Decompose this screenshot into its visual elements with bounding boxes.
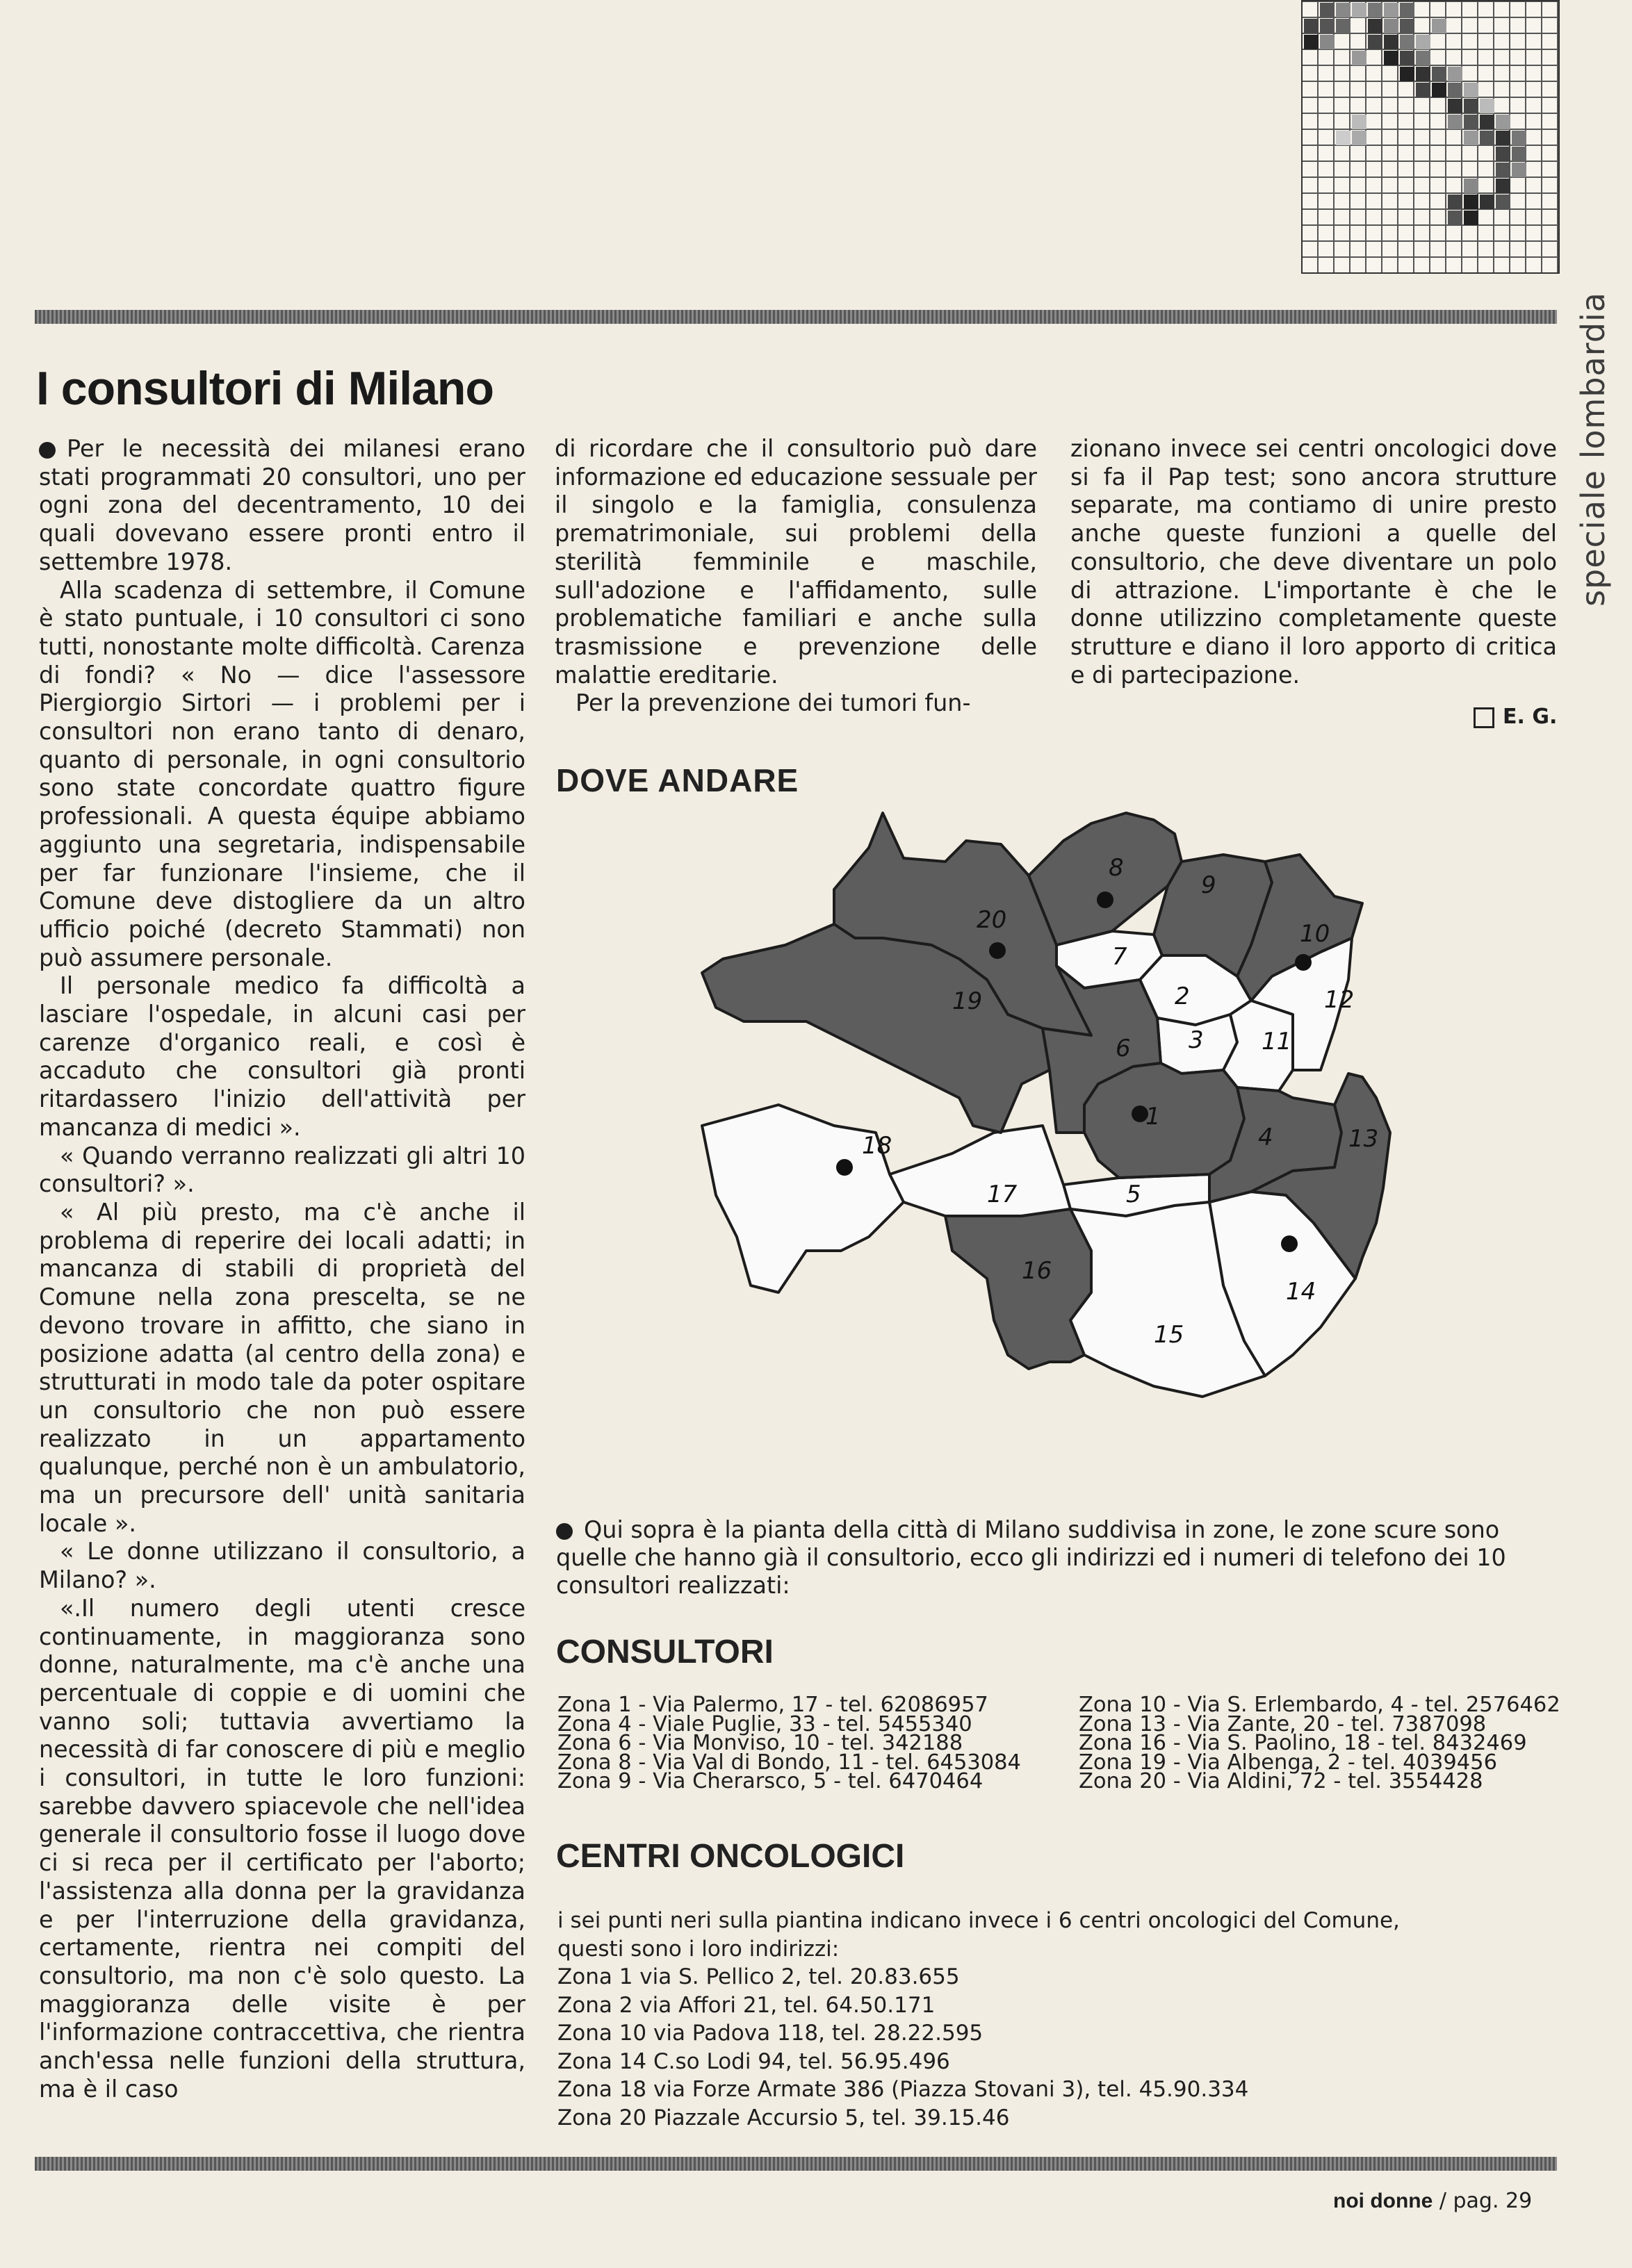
zone-16 <box>945 1209 1091 1369</box>
consultorio-address: Zona 6 - Via Monviso, 10 - tel. 342188 <box>557 1731 963 1756</box>
page-number: / pag. 29 <box>1439 2189 1533 2213</box>
logo-cell <box>1384 51 1398 65</box>
oncologico-address: Zona 1 via S. Pellico 2, tel. 20.83.655 <box>557 1964 960 1989</box>
consultori-heading: CONSULTORI <box>556 1634 774 1670</box>
logo-cell <box>1496 179 1510 193</box>
logo-cell <box>1480 115 1494 129</box>
logo-cell <box>1464 99 1478 113</box>
centri-intro-2: questi sono i loro indirizzi: <box>557 1936 840 1962</box>
oncology-dot-zone-20 <box>989 942 1006 959</box>
section-tag: speciale lombardia <box>1574 292 1612 607</box>
logo-cell <box>1336 3 1351 17</box>
logo-cell <box>1480 195 1494 209</box>
oncology-dot-zone-8 <box>1097 891 1113 908</box>
paragraph: « Al più presto, ma c'è anche il problema di reperire dei locali adatti; in mancanza di stabili di proprietà del Comune nella zona prescelta, se ne devono trovare in affitto, che siano in posizione adatta (al centro della zona) e strutturati in modo tale da poter ospitare un consultorio che non può essere realizzato in un appartamento qualunque, perché non è un ambulatorio, ma un precursore dell' unità sanitaria locale ». <box>39 1198 525 1537</box>
zone-label-16: 16 <box>1022 1257 1052 1285</box>
zone-label-17: 17 <box>987 1181 1018 1208</box>
logo-cell <box>1464 211 1478 225</box>
logo-cell <box>1400 51 1414 65</box>
signature: E. G. <box>1474 705 1557 729</box>
logo-cell <box>1368 3 1382 17</box>
logo-cell <box>1448 211 1462 225</box>
logo-cell <box>1416 35 1430 49</box>
bottom-rule <box>35 2157 1557 2171</box>
logo-cell <box>1496 195 1510 209</box>
bullet-icon <box>39 442 56 459</box>
logo-cell <box>1384 35 1398 49</box>
logo-cell <box>1496 163 1510 177</box>
end-mark-icon <box>1474 707 1494 728</box>
paragraph: Per le necessità dei milanesi erano stati programmati 20 consultori, uno per ogni zona del decentramento, 10 dei quali dovevano essere pronti entro il settembre 1978. <box>39 435 525 575</box>
consultorio-address: Zona 10 - Via S. Erlembardo, 4 - tel. 2576462 <box>1079 1693 1560 1717</box>
oncology-dot-zone-14 <box>1281 1235 1298 1252</box>
zone-label-7: 7 <box>1112 943 1127 971</box>
oncology-dot-zone-10 <box>1295 954 1312 971</box>
top-rule <box>35 310 1557 324</box>
logo-cell <box>1320 35 1335 49</box>
logo-cell <box>1416 83 1430 97</box>
logo-cell <box>1416 67 1430 81</box>
logo-cell <box>1448 67 1462 81</box>
consultorio-address: Zona 9 - Via Cherarsco, 5 - tel. 6470464 <box>557 1769 984 1794</box>
logo-cell <box>1496 131 1510 145</box>
map-caption: Qui sopra è la pianta della città di Milano suddivisa in zone, le zone scure sono quelle che hanno già il consultorio, ecco gli indirizzi ed i numeri di telefono dei 10 consultori realizzati: <box>556 1516 1506 1599</box>
logo-cell <box>1368 35 1382 49</box>
logo-cell <box>1336 131 1351 145</box>
zone-label-8: 8 <box>1109 854 1124 882</box>
paragraph: Alla scadenza di settembre, il Comune è stato puntuale, i 10 consultori ci sono tutti, nonostante molte difficoltà. Carenza di fondi? « No — dice l'assessore Piergiorgio Sirtori — i problemi per i consultori non erano tanto di denaro, quanto di personale, in ogni consultorio sono state concordate quattro figure professionali. A questa équipe abbiamo aggiunto una segretaria, indispensabile per far funzionare l'insieme, che il Comune deve distogliere da un altro ufficio poiché (decreto Stammati) non può assumere personale. <box>39 576 525 971</box>
logo-cell <box>1400 3 1414 17</box>
zone-label-13: 13 <box>1348 1125 1379 1153</box>
logo-cell <box>1464 115 1478 129</box>
logo-cell <box>1368 19 1382 33</box>
headline: I consultori di Milano <box>36 362 493 415</box>
paragraph: « Le donne utilizzano il consultorio, a Milano? ». <box>39 1538 525 1594</box>
oncology-dot-zone-18 <box>836 1159 853 1176</box>
zone-label-5: 5 <box>1126 1181 1141 1208</box>
article-column-2 <box>555 435 1037 718</box>
logo-cell <box>1464 179 1478 193</box>
logo-cell <box>1352 51 1366 65</box>
zone-label-3: 3 <box>1189 1026 1204 1054</box>
oncologico-address: Zona 20 Piazzale Accursio 5, tel. 39.15.46 <box>557 2105 1010 2130</box>
logo-cell <box>1512 163 1526 177</box>
logo-cell <box>1304 19 1319 33</box>
logo-cell <box>1336 19 1351 33</box>
centri-intro: i sei punti neri sulla piantina indicano invece i 6 centri oncologici del Comune, <box>557 1908 1400 1933</box>
logo-cell <box>1432 19 1446 33</box>
consultori-list-left <box>557 1693 1021 1794</box>
page-footer <box>1333 2189 1532 2213</box>
consultorio-address: Zona 16 - Via S. Paolino, 18 - tel. 8432469 <box>1079 1731 1527 1756</box>
zone-label-6: 6 <box>1116 1035 1131 1062</box>
zone-17 <box>890 1126 1070 1223</box>
logo-cell <box>1400 35 1414 49</box>
logo-cell <box>1384 19 1398 33</box>
zone-label-11: 11 <box>1262 1028 1292 1055</box>
milano-zones-map <box>695 806 1411 1404</box>
centri-oncologici-list <box>557 1907 1558 2132</box>
paragraph: Il personale medico fa difficoltà a lasciare l'ospedale, in alcuni casi per carenze d'organico reali, e così è accaduto che consultori già pronti ritardassero l'inizio dell'attività per mancanza di medici ». <box>39 972 525 1141</box>
logo-cell <box>1352 115 1366 129</box>
consultorio-address: Zona 20 - Via Aldini, 72 - tel. 3554428 <box>1079 1769 1483 1794</box>
oncologico-address: Zona 18 via Forze Armate 386 (Piazza Stovani 3), tel. 45.90.334 <box>557 2077 1249 2102</box>
logo-cell <box>1480 131 1494 145</box>
consultorio-address: Zona 1 - Via Palermo, 17 - tel. 62086957 <box>557 1693 988 1717</box>
logo-cell <box>1448 83 1462 97</box>
zone-label-19: 19 <box>952 987 983 1015</box>
paragraph: zionano invece sei centri oncologici dove si fa il Pap test; sono ancora strutture separate, ma contiamo di unire presto anche queste funzioni a quelle del consultorio, che deve diventare un polo di attrazione. L'importante è che le donne utilizzino completamente queste strutture e diano il loro apporto di critica e di partecipazione. <box>1070 435 1557 689</box>
logo-cell <box>1400 67 1414 81</box>
logo-cell <box>1320 3 1335 17</box>
zone-label-15: 15 <box>1154 1321 1184 1349</box>
logo-cell <box>1496 147 1510 161</box>
oncologico-address: Zona 2 via Affori 21, tel. 64.50.171 <box>557 1992 936 2018</box>
logo-cell <box>1352 131 1366 145</box>
zone-label-18: 18 <box>862 1132 892 1160</box>
logo-cell <box>1416 51 1430 65</box>
logo-cell <box>1432 67 1446 81</box>
dove-andare-heading: DOVE ANDARE <box>556 762 799 798</box>
logo-cell <box>1464 83 1478 97</box>
zone-label-2: 2 <box>1175 983 1190 1010</box>
centri-oncologici-heading: CENTRI ONCOLOGICI <box>556 1838 905 1875</box>
oncologico-address: Zona 10 via Padova 118, tel. 28.22.595 <box>557 2021 984 2046</box>
logo-cell <box>1448 195 1462 209</box>
zone-label-10: 10 <box>1300 920 1330 948</box>
zone-label-1: 1 <box>1145 1103 1161 1131</box>
logo-cell <box>1432 83 1446 97</box>
logo-cell <box>1464 195 1478 209</box>
logo-cell <box>1448 99 1462 113</box>
magazine-name: noi donne <box>1333 2189 1433 2212</box>
consultorio-address: Zona 13 - Via Zante, 20 - tel. 7387098 <box>1079 1711 1487 1736</box>
consultori-list-right <box>1079 1693 1560 1794</box>
logo-cell <box>1448 115 1462 129</box>
logo-cell <box>1400 19 1414 33</box>
logo-cell <box>1384 3 1398 17</box>
zone-1 <box>1084 1063 1244 1178</box>
logo-cell <box>1464 131 1478 145</box>
zone-label-12: 12 <box>1324 986 1355 1014</box>
zone-label-4: 4 <box>1258 1124 1273 1151</box>
oncologico-address: Zona 14 C.so Lodi 94, tel. 56.95.496 <box>557 2048 950 2074</box>
paragraph: «.Il numero degli utenti cresce continuamente, in maggioranza sono donne, naturalmente, ma c'è anche una percentuale di coppie e di uomini che vanno soli; tuttavia avvertiamo la necessità di far conoscere di più e meglio i consultori, in tutte le loro funzioni: sarebbe davvero spiacevole che nell'idea generale il consultorio fosse il luogo dove ci si reca per il certificato per l'aborto; l'assistenza alla donna per la gravidanza e per l'interruzione della gravidanza, certamente, rientra nei compiti del consultorio, ma non c'è solo questo. La maggioranza delle visite è per l'informazione contraccettiva, che rientra anch'essa nelle funzioni della struttura, ma è il caso <box>39 1594 525 2103</box>
logo-cell <box>1512 147 1526 161</box>
bullet-icon <box>556 1523 573 1540</box>
logo-cell <box>1512 131 1526 145</box>
consultorio-address: Zona 4 - Viale Puglie, 33 - tel. 5455340 <box>557 1711 972 1736</box>
paragraph: di ricordare che il consultorio può dare informazione ed educazione sessuale per il singolo e la famiglia, consulenza prematrimoniale, sui problemi della sterilità femminile e maschile, sull'adozione e l'affidamento, sulle problematiche familiari e anche sulla trasmissione e prevenzione delle malattie ereditarie. <box>555 435 1037 689</box>
article-column-3 <box>1070 435 1557 689</box>
logo-cell <box>1320 19 1335 33</box>
consultorio-address: Zona 19 - Via Albenga, 2 - tel. 4039456 <box>1079 1750 1497 1775</box>
zone-label-14: 14 <box>1286 1278 1316 1306</box>
logo-grid-map <box>1301 0 1560 274</box>
logo-cell <box>1496 115 1510 129</box>
logo-cell <box>1480 99 1494 113</box>
logo-cell <box>1352 3 1366 17</box>
paragraph: Per la prevenzione dei tumori fun- <box>576 689 971 717</box>
consultorio-address: Zona 8 - Via Val di Bondo, 11 - tel. 6453084 <box>557 1750 1021 1775</box>
zone-label-9: 9 <box>1201 871 1216 899</box>
logo-cell <box>1304 35 1319 49</box>
article-column-1 <box>39 435 525 2103</box>
paragraph: « Quando verranno realizzati gli altri 10 consultori? ». <box>39 1142 525 1198</box>
zone-label-20: 20 <box>977 906 1007 934</box>
